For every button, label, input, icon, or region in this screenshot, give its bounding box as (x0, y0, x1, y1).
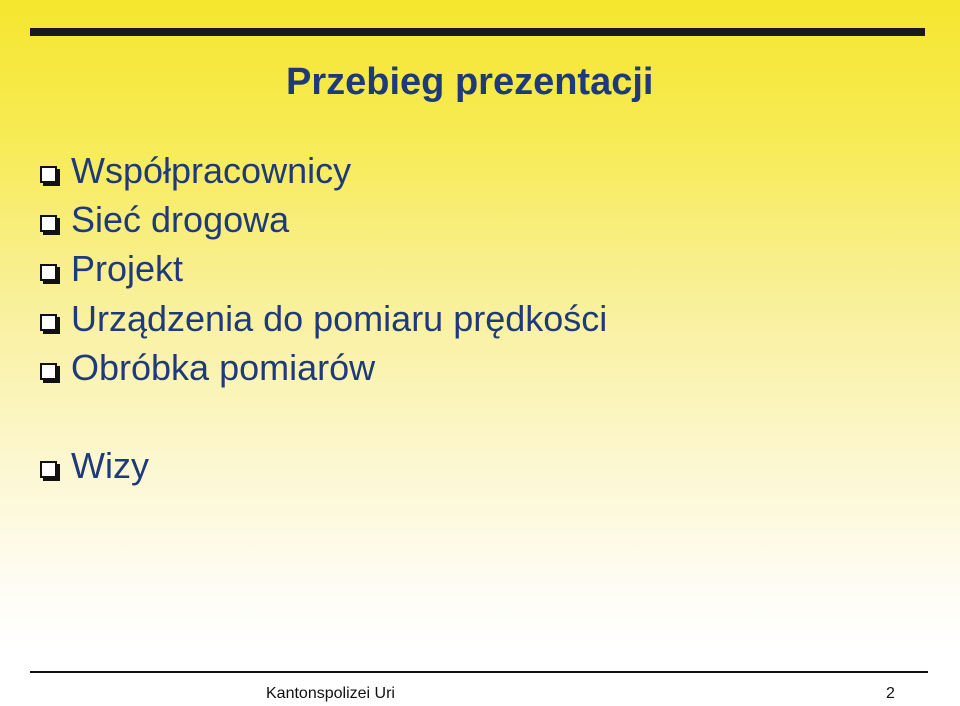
checkbox-icon (40, 215, 57, 232)
bullet-label: Współpracownicy (71, 150, 352, 191)
bullet-label: Projekt (71, 248, 184, 289)
footer-divider (30, 671, 928, 673)
bullet-label: Urządzenia do pomiaru prędkości (71, 298, 608, 339)
bullet-label: Obróbka pomiarów (71, 347, 376, 388)
footer-organization: Kantonspolizei Uri (266, 685, 395, 702)
checkbox-icon (40, 363, 57, 380)
checkbox-icon (40, 314, 57, 331)
bullet-label: Wizy (71, 445, 149, 486)
bullet-item (40, 347, 376, 388)
checkbox-icon (40, 264, 57, 281)
top-divider (30, 28, 925, 36)
bullet-item (40, 248, 184, 289)
slide-title: Przebieg prezentacji (286, 61, 654, 103)
bullet-item (40, 445, 149, 486)
checkbox-icon (40, 461, 57, 478)
bullet-label: Sieć drogowa (71, 199, 290, 240)
checkbox-icon (40, 166, 57, 183)
page-number: 2 (886, 685, 895, 702)
bullet-item (40, 199, 290, 240)
bullet-item (40, 298, 608, 339)
bullet-item (40, 150, 352, 191)
